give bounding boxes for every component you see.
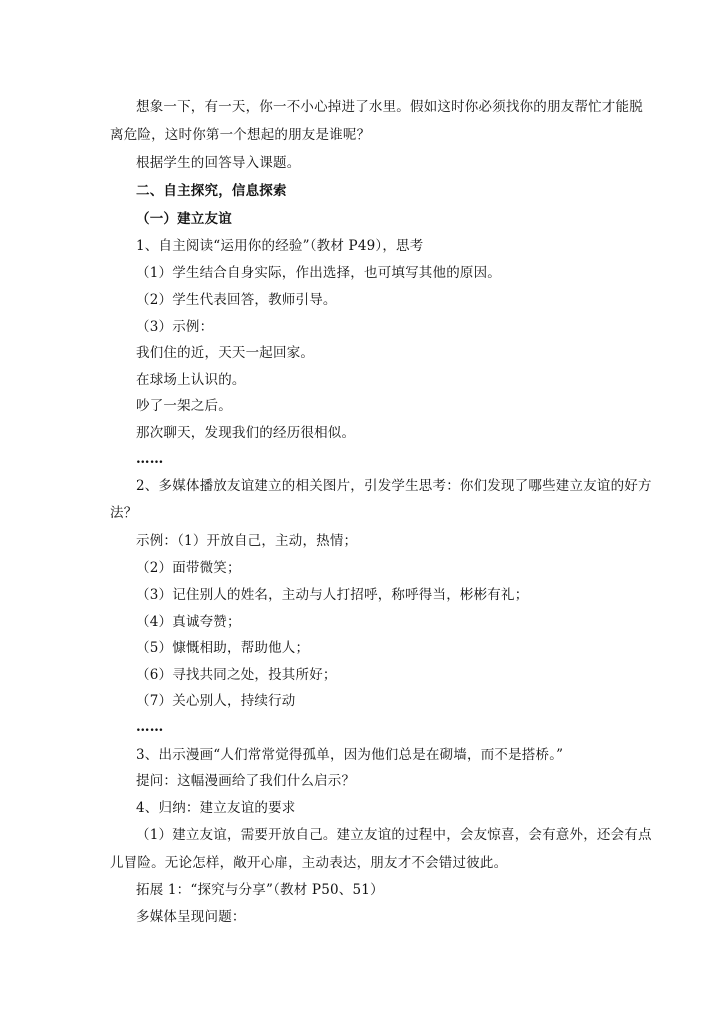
paragraph-line: 4、归纳：建立友谊的要求 [136, 800, 296, 816]
paragraph-line: 我们住的近，天天一起回家。 [136, 345, 315, 361]
subsection-heading: （一）建立友谊 [136, 211, 232, 227]
paragraph-line: （5）慷慨相助，帮助他人； [136, 640, 310, 656]
paragraph-line: （7）关心别人，持续行动 [136, 693, 296, 709]
paragraph-line: 想象一下，有一天，你一不小心掉进了水里。假如这时你必须找你的朋友帮忙才能脱 [136, 99, 643, 115]
paragraph-line: （1）学生结合自身实际，作出选择，也可填写其他的原因。 [136, 265, 501, 281]
paragraph-line: 1、自主阅读“运用你的经验”（教材 P49），思考 [136, 238, 424, 254]
paragraph-line: （3）记住别人的姓名，主动与人打招呼，称呼得当，彬彬有礼； [136, 587, 529, 603]
paragraph-line: 在球场上认识的。 [136, 372, 246, 388]
paragraph-line: （6）寻找共同之处，投其所好； [136, 667, 337, 683]
paragraph-line: 提问：这幅漫画给了我们什么启示？ [136, 773, 356, 789]
paragraph-line: （2）面带微笑； [136, 560, 241, 576]
paragraph-line: 吵了一架之后。 [136, 398, 232, 414]
paragraph-line: 2、多媒体播放友谊建立的相关图片，引发学生思考：你们发现了哪些建立友谊的好方 [136, 478, 652, 494]
paragraph-line: 3、出示漫画“人们常常觉得孤单，因为他们总是在砌墙，而不是搭桥。” [136, 747, 564, 763]
ellipsis-line: …… [136, 719, 164, 735]
paragraph-line: 拓展 1：“探究与分享”（教材 P50、51） [136, 882, 384, 898]
paragraph-line: （3）示例： [136, 319, 214, 335]
paragraph-line: （2）学生代表回答，教师引导。 [136, 292, 337, 308]
paragraph-line: 法？ [110, 505, 138, 521]
paragraph-line: （1）建立友谊，需要开放自己。建立友谊的过程中，会友惊喜，会有意外，还会有点 [136, 827, 652, 843]
paragraph-line: 那次聊天，发现我们的经历很相似。 [136, 425, 356, 441]
paragraph-line: （4）真诚夸赞； [136, 614, 241, 630]
ellipsis-line: …… [136, 451, 164, 467]
paragraph-line: 多媒体呈现问题： [136, 909, 246, 925]
paragraph-line: 根据学生的回答导入课题。 [136, 155, 301, 171]
paragraph-line: 示例：（1）开放自己，主动，热情； [136, 533, 358, 549]
paragraph-line: 离危险，这时你第一个想起的朋友是谁呢？ [110, 127, 371, 143]
section-heading: 二、自主探究，信息探索 [136, 183, 287, 199]
paragraph-line: 儿冒险。无论怎样，敞开心扉，主动表达，朋友才不会错过彼此。 [110, 855, 508, 871]
